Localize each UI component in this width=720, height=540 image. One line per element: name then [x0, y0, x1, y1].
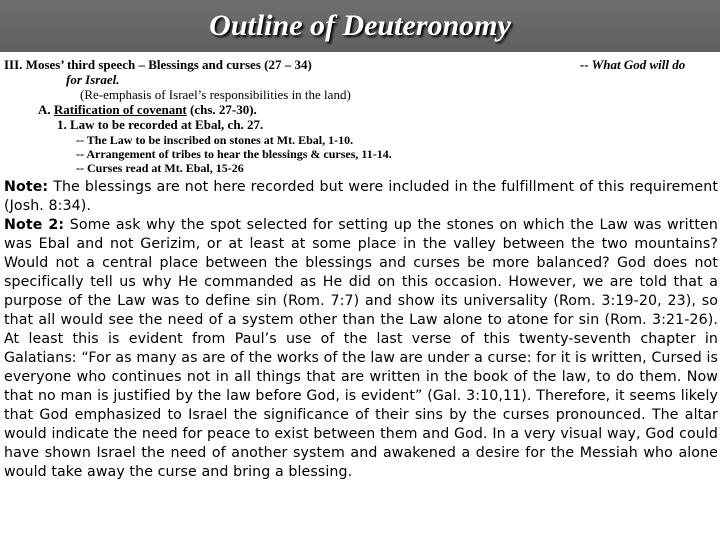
subpoint-item: -- The Law to be inscribed on stones at Mt. Ebal, 1-10.	[76, 133, 354, 147]
note-1-label: Note:	[4, 179, 49, 195]
note-1	[4, 178, 718, 216]
emphasis-note: (Re-emphasis of Israel’s responsibilities in the land)	[80, 87, 351, 102]
subpoint-item: -- Curses read at Mt. Ebal, 15-26	[76, 161, 244, 175]
side-note: -- What God will do	[580, 57, 686, 72]
subsection-chapters: (chs. 27-30).	[190, 102, 257, 117]
note-2-text: Some ask why the spot selected for setting up the stones on which the Law was written was Ebal and not Gerizim, or at least at some place in the valley between the two mountains? Would not a central place between the blessings and curses be more balanced? God does not specifically tell us why He commanded as He did on this occasion. However, we are told that a purpose of the Law was to define sin (Rom. 7:7) and show its universality (Rom. 3:19-20, 23), so that all would see the need of a system other than the Law alone to atone for sin (Rom. 3:21-26). At least this is evident from Paul’s use of the last verse of this twenty-seventh chapter in Galatians: “For as many as are of the works of the law are under a curse: for it is written, Cursed is everyone who continues not in all things that are written in the book of the law, to do them. Now that no man is justified by the law before God, is evident” (Gal. 3:10,11). Therefore, it seems likely that God emphasized to Israel the significance of their sins by the curses pronounced. The altar would indicate the need for peace to exist between them and God. In a very visual way, God could have shown Israel the need of another system and awakened a desire for the Messiah who alone would take away the curse and bring a blessing.	[4, 217, 718, 480]
section-heading: III. Moses’ third speech – Blessings and curses (27 – 34)	[4, 57, 312, 72]
subpoint-item: -- Arrangement of tribes to hear the blessings & curses, 11-14.	[76, 147, 392, 161]
slide-title: Outline of Deuteronomy	[209, 9, 511, 42]
notes-body	[4, 178, 718, 482]
subsection-title: Ratification of covenant	[53, 102, 187, 117]
title-bar	[0, 0, 720, 52]
subsection-letter: A.	[38, 102, 51, 117]
note-1-text: The blessings are not here recorded but were included in the fulfillment of this requirement (Josh. 8:34).	[4, 179, 718, 214]
subpoint-list	[76, 133, 392, 175]
note-2	[4, 216, 718, 482]
point-1: 1. Law to be recorded at Ebal, ch. 27.	[57, 117, 264, 132]
note-2-label: Note 2:	[4, 217, 65, 233]
section-heading-continued: for Israel.	[66, 72, 120, 87]
subsection-a	[38, 102, 257, 117]
